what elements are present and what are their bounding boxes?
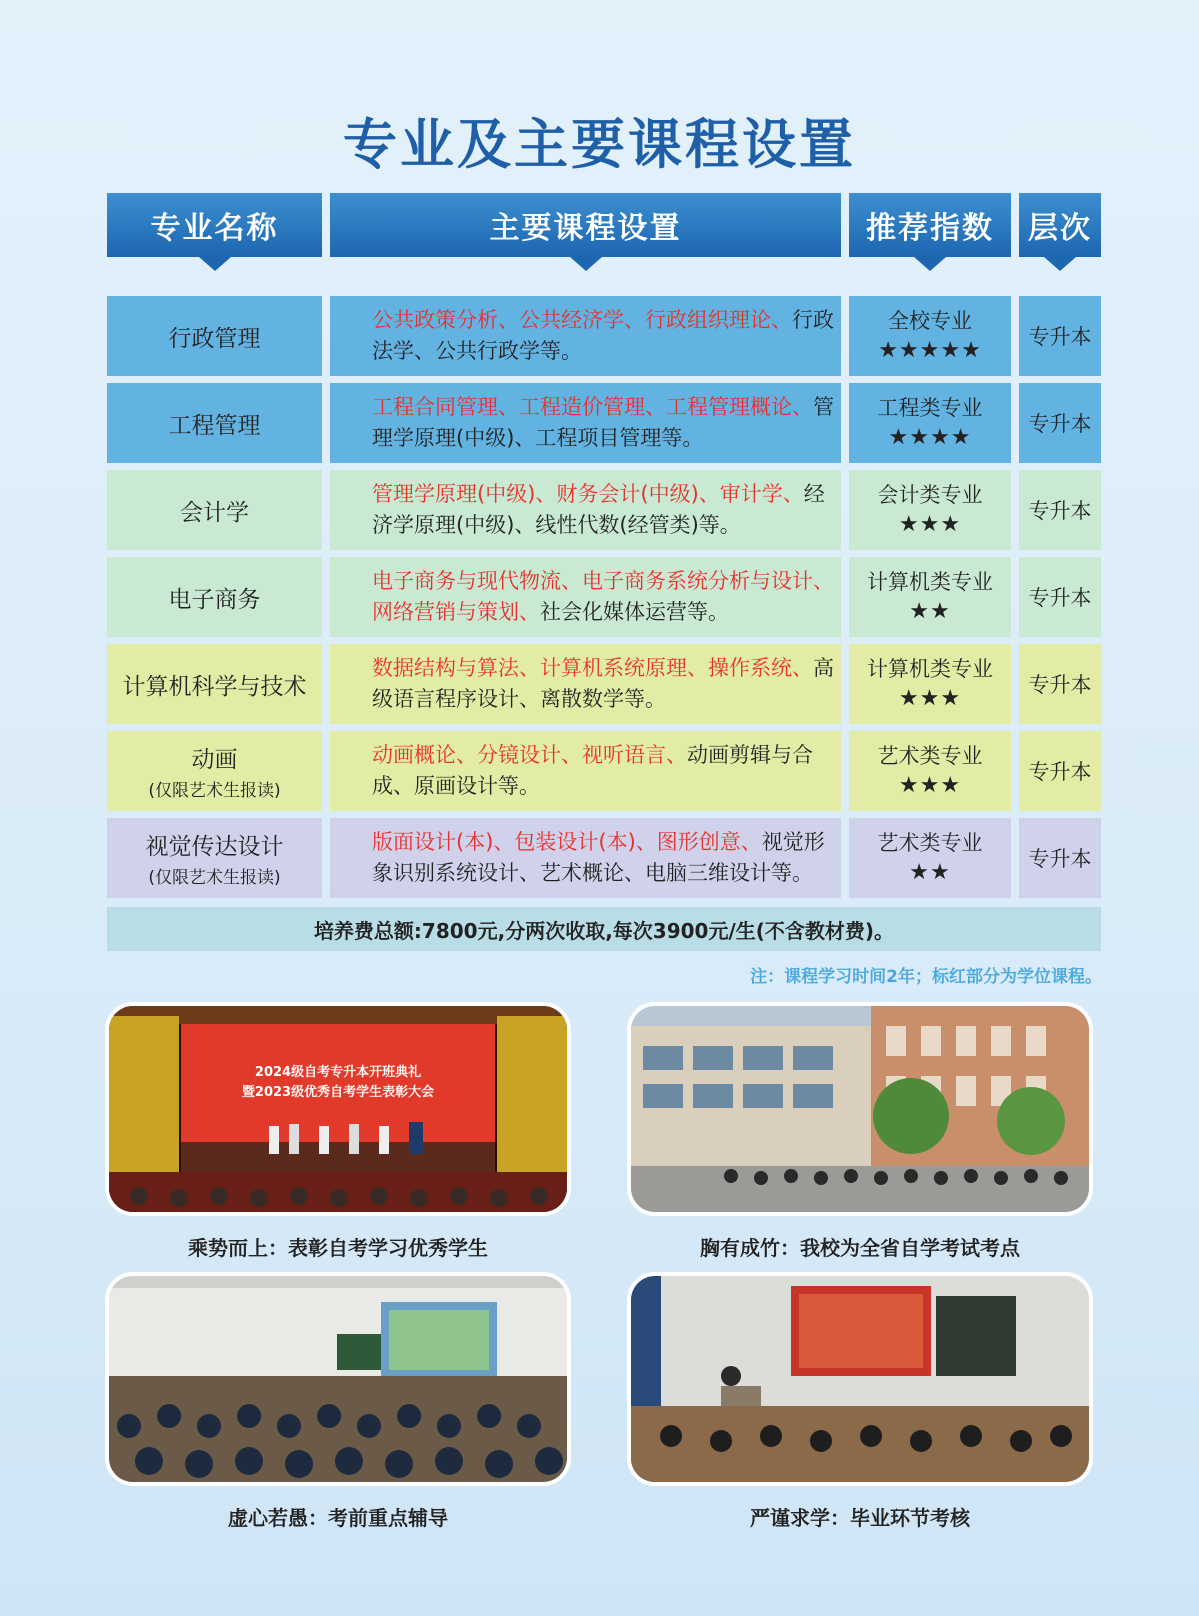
- degree-level: 专升本: [1028, 586, 1092, 610]
- major-name-cell: [107, 644, 322, 724]
- degree-courses: 公共政策分析、公共经济学、行政组织理论、: [372, 308, 792, 332]
- lecture-hall-illustration: [109, 1276, 567, 1482]
- star-rating: ★★★★: [888, 425, 972, 450]
- header-courses: 主要课程设置: [330, 193, 841, 257]
- banner-line-1: 2024级自考专升本开班典礼: [254, 1065, 422, 1080]
- major-row: [0, 383, 1199, 463]
- other-courses: 视觉形象识别系统设计、艺术概论、电脑三维设计等。: [372, 830, 825, 885]
- major-note: (仅限艺术生报读): [148, 868, 281, 888]
- other-courses: 高级语言程序设计、离散数学等。: [372, 656, 834, 711]
- fee-summary: 培养费总额:7800元,分两次收取,每次3900元/生(不含教材费)。: [107, 907, 1101, 951]
- major-category: 会计类专业: [877, 483, 983, 507]
- major-row: [0, 731, 1199, 811]
- major-name-cell: [107, 470, 322, 550]
- major-name-cell: [107, 818, 322, 898]
- major-category: 计算机类专业: [867, 657, 993, 681]
- star-rating: ★★★: [898, 686, 962, 711]
- recommend-cell: [849, 383, 1011, 463]
- degree-level: 专升本: [1028, 847, 1092, 871]
- caption-graduation-assessment: 严谨求学：毕业环节考核: [750, 1506, 970, 1530]
- major-row: [0, 296, 1199, 376]
- major-name: 会计学: [180, 499, 249, 526]
- major-name-cell: [107, 557, 322, 637]
- major-category: 工程类专业: [877, 396, 983, 420]
- recommend-cell: [849, 470, 1011, 550]
- courses-text: [372, 305, 841, 367]
- other-courses: 行政法学、公共行政学等。: [372, 308, 834, 363]
- major-name: 动画: [191, 747, 238, 773]
- building-illustration: [631, 1006, 1089, 1212]
- header-recommend-index: 推荐指数: [849, 193, 1011, 257]
- degree-courses: 管理学原理(中级)、财务会计(中级)、审计学、: [372, 482, 804, 506]
- courses-cell: [330, 731, 841, 811]
- major-category: 艺术类专业: [877, 831, 983, 855]
- degree-courses: 版面设计(本)、包装设计(本)、图形创意、: [372, 830, 762, 854]
- courses-cell: [330, 296, 841, 376]
- major-row: [0, 557, 1199, 637]
- caption-ceremony: 乘势而上：表彰自考学习优秀学生: [188, 1236, 488, 1260]
- degree-level: 专升本: [1028, 673, 1092, 697]
- photo-exam-building: [627, 1002, 1093, 1216]
- star-rating: ★★: [909, 860, 951, 885]
- major-name-cell: [107, 731, 322, 811]
- recommend-cell: [849, 557, 1011, 637]
- courses-text: [372, 566, 841, 628]
- major-row: [0, 644, 1199, 724]
- courses-text: [372, 479, 841, 541]
- courses-cell: [330, 644, 841, 724]
- degree-courses: 电子商务与现代物流、电子商务系统分析与设计、网络营销与策划、: [372, 569, 834, 624]
- page-title: 专业及主要课程设置: [343, 113, 856, 176]
- banner-line-2: 暨2023级优秀自考学生表彰大会: [241, 1085, 435, 1100]
- recommend-cell: [849, 296, 1011, 376]
- major-name: 电子商务: [168, 586, 261, 613]
- level-cell: [1019, 296, 1101, 376]
- major-name: 视觉传达设计: [145, 834, 284, 860]
- header-major-name: 专业名称: [107, 193, 322, 257]
- courses-text: [372, 653, 841, 715]
- star-rating: ★★: [909, 599, 951, 624]
- level-cell: [1019, 557, 1101, 637]
- ceremony-illustration: [109, 1006, 567, 1212]
- major-name: 工程管理: [168, 412, 261, 439]
- courses-text: [372, 827, 841, 889]
- courses-cell: [330, 557, 841, 637]
- courses-text: [372, 740, 841, 802]
- level-cell: [1019, 818, 1101, 898]
- other-courses: 动画剪辑与合成、原画设计等。: [372, 743, 813, 798]
- classroom-illustration: [631, 1276, 1089, 1482]
- photo-graduation-assessment: [627, 1272, 1093, 1486]
- photo-ceremony: [105, 1002, 571, 1216]
- major-category: 计算机类专业: [867, 570, 993, 594]
- degree-courses: 动画概论、分镜设计、视听语言、: [372, 743, 687, 767]
- major-name: 行政管理: [168, 325, 261, 352]
- caption-tutoring: 虚心若愚：考前重点辅导: [228, 1506, 448, 1530]
- major-category: 艺术类专业: [877, 744, 983, 768]
- course-note: 注：课程学习时间2年；标红部分为学位课程。: [750, 967, 1102, 987]
- other-courses: 社会化媒体运营等。: [540, 600, 729, 624]
- header-level: 层次: [1019, 193, 1101, 257]
- degree-level: 专升本: [1028, 499, 1092, 523]
- recommend-cell: [849, 731, 1011, 811]
- recommend-cell: [849, 644, 1011, 724]
- courses-cell: [330, 383, 841, 463]
- recommend-cell: [849, 818, 1011, 898]
- degree-courses: 数据结构与算法、计算机系统原理、操作系统、: [372, 656, 813, 680]
- other-courses: 经济学原理(中级)、线性代数(经管类)等。: [372, 482, 825, 537]
- level-cell: [1019, 731, 1101, 811]
- major-name-cell: [107, 383, 322, 463]
- caption-exam-building: 胸有成竹：我校为全省自学考试考点: [700, 1236, 1020, 1260]
- degree-courses: 工程合同管理、工程造价管理、工程管理概论、: [372, 395, 813, 419]
- other-courses: 管理学原理(中级)、工程项目管理等。: [372, 395, 834, 450]
- courses-text: [372, 392, 841, 454]
- level-cell: [1019, 383, 1101, 463]
- major-note: (仅限艺术生报读): [148, 781, 281, 801]
- major-name: 计算机科学与技术: [122, 673, 307, 700]
- level-cell: [1019, 470, 1101, 550]
- major-category: 全校专业: [888, 309, 972, 333]
- degree-level: 专升本: [1028, 325, 1092, 349]
- major-name-cell: [107, 296, 322, 376]
- degree-level: 专升本: [1028, 412, 1092, 436]
- major-row: [0, 470, 1199, 550]
- courses-cell: [330, 470, 841, 550]
- courses-cell: [330, 818, 841, 898]
- star-rating: ★★★: [898, 512, 962, 537]
- level-cell: [1019, 644, 1101, 724]
- star-rating: ★★★: [898, 773, 962, 798]
- degree-level: 专升本: [1028, 760, 1092, 784]
- star-rating: ★★★★★: [878, 338, 982, 363]
- photo-tutoring: [105, 1272, 571, 1486]
- major-row: [0, 818, 1199, 898]
